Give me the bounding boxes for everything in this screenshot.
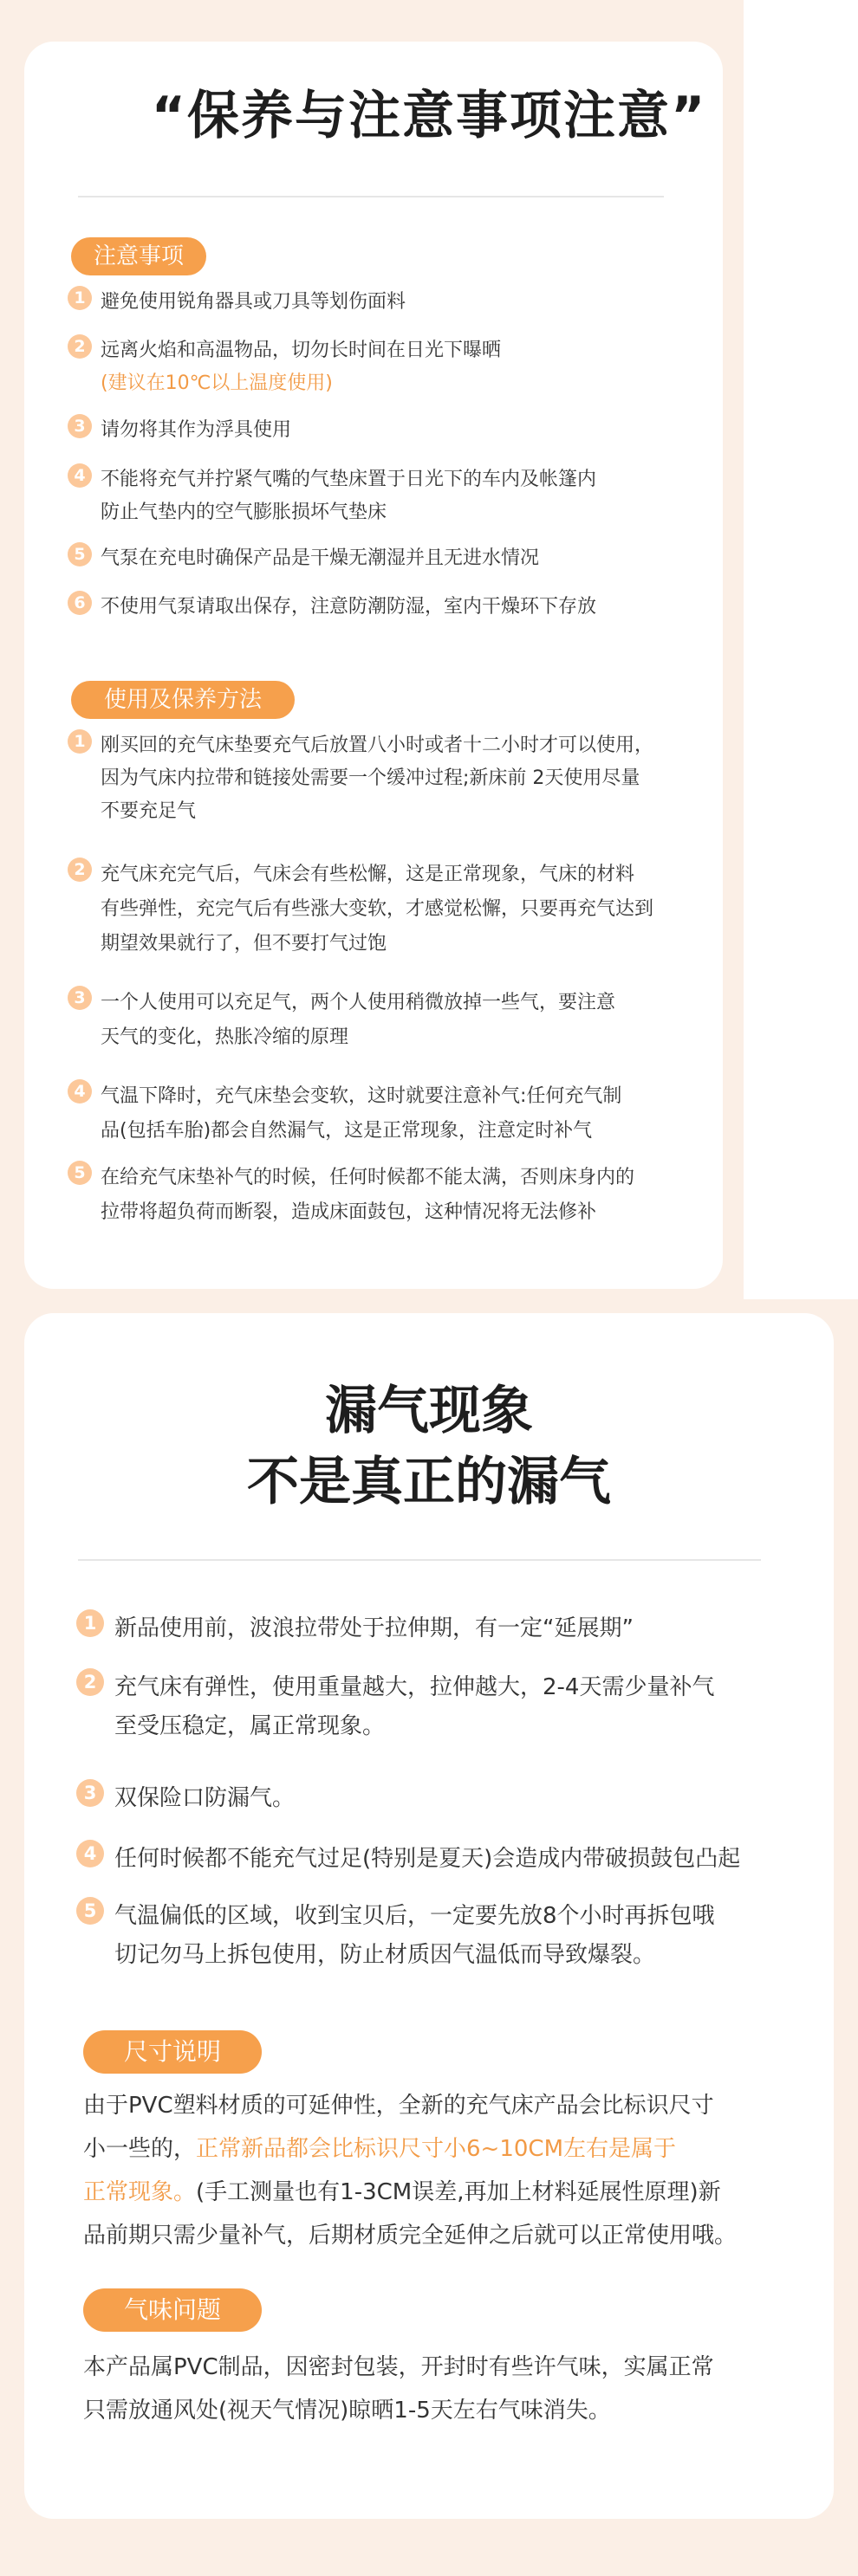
- number-badge: 1: [68, 286, 92, 310]
- leak-item: [76, 1779, 295, 1818]
- care-item: [68, 986, 615, 1055]
- notice-item-text: 不使用气泵请取出保存，注意防潮防湿，室内干燥环下存放: [101, 596, 597, 618]
- notice-item-note: (建议在10℃以上温度使用): [101, 372, 333, 394]
- care-item-text: 品(包括车胎)都会自然漏气，这是正常现象，注意定时补气: [101, 1120, 593, 1142]
- care-item-text: 在给充气床垫补气的时候，任何时候都不能太满，否则床身内的: [101, 1167, 635, 1188]
- air-leak-title: [0, 1375, 858, 1518]
- care-title: “保养与注意事项注意”: [151, 86, 707, 146]
- size-text-line: 品前期只需少量补气，后期材质完全延伸之后就可以正常使用哦。: [83, 2223, 738, 2249]
- size-text-plain: (手工测量也有1-3CM误差,再加上材料延展性原理)新: [196, 2179, 721, 2205]
- care-item-text: 期望效果就行了，但不要打气过饱: [101, 933, 387, 955]
- notice-item-text: 请勿将其作为浮具使用: [101, 419, 292, 441]
- size-text-line: [83, 2171, 777, 2214]
- number-badge: 2: [68, 334, 92, 359]
- number-badge: 4: [76, 1840, 104, 1867]
- care-item-text: 一个人使用可以充足气，两个人使用稍微放掉一些气，要注意: [101, 992, 616, 1013]
- number-badge: 3: [76, 1779, 104, 1807]
- leak-item-text: 切记勿马上拆包使用，防止材质因气温低而导致爆裂。: [114, 1942, 656, 1968]
- notice-item-text: 防止气垫内的空气膨胀损坏气垫床: [101, 502, 387, 523]
- size-section-label: 尺寸说明: [83, 2030, 262, 2074]
- leak-item-text: 双保险口防漏气。: [114, 1785, 296, 1811]
- notice-item: [68, 286, 406, 319]
- leak-item: [76, 1840, 740, 1879]
- leak-item-text: 充气床有弹性，使用重量越大，拉伸越大，2-4天需少量补气: [114, 1674, 715, 1700]
- notice-item-text: 远离火焰和高温物品，切勿长时间在日光下曝晒: [101, 340, 502, 361]
- number-badge: 4: [68, 1079, 92, 1104]
- number-badge: 3: [68, 414, 92, 438]
- size-description: [83, 2084, 777, 2257]
- title-divider: [78, 1559, 761, 1561]
- number-badge: 5: [76, 1897, 104, 1925]
- air-leak-title-line: 漏气现象: [325, 1381, 533, 1441]
- number-badge: 1: [76, 1609, 104, 1637]
- number-badge: 5: [68, 1161, 92, 1185]
- leak-item-text: 新品使用前，波浪拉带处于拉伸期，有一定“延展期”: [114, 1615, 634, 1641]
- leak-item: [76, 1897, 715, 1975]
- number-badge: 5: [68, 542, 92, 566]
- leak-item-text: 任何时候都不能充气过足(特别是夏天)会造成内带破损鼓包凸起: [114, 1846, 741, 1872]
- leak-item-text: 至受压稳定，属正常现象。: [114, 1713, 386, 1739]
- care-item-text: 充气床充完气后，气床会有些松懈，这是正常现象，气床的材料: [101, 864, 635, 885]
- number-badge: 4: [68, 463, 92, 488]
- smell-section-label: 气味问题: [83, 2288, 262, 2332]
- leak-item-text: 气温偏低的区域，收到宝贝后，一定要先放8个小时再拆包哦: [114, 1903, 715, 1929]
- number-badge: 6: [68, 591, 92, 615]
- title-divider: [78, 196, 664, 197]
- number-badge: 1: [68, 729, 92, 754]
- size-text-line: 由于PVC塑料材质的可延伸性，全新的充气床产品会比标识尺寸: [83, 2093, 714, 2119]
- notice-item: [68, 334, 501, 400]
- care-item: [68, 858, 653, 961]
- leak-item: [76, 1609, 634, 1648]
- care-item-text: 刚买回的充气床垫要充气后放置八小时或者十二小时才可以使用，: [101, 735, 654, 756]
- number-badge: 3: [68, 986, 92, 1010]
- care-item-text: 因为气床内拉带和链接处需要一个缓冲过程;新床前 2天使用尽量: [101, 767, 640, 789]
- notice-item: [68, 414, 291, 447]
- care-method-section-label: 使用及保养方法: [71, 681, 295, 719]
- care-item-text: 不要充足气: [101, 800, 197, 822]
- notice-item: [68, 591, 596, 624]
- size-text-highlight: 正常新品都会比标识尺寸小6~10CM左右是属于: [196, 2136, 677, 2162]
- leak-item: [76, 1668, 714, 1746]
- care-item-text: 气温下降时，充气床垫会变软，这时就要注意补气:任何充气制: [101, 1085, 622, 1107]
- size-text-line: [83, 2127, 777, 2171]
- air-leak-title-line: 不是真正的漏气: [247, 1452, 611, 1512]
- notice-item-text: 避免使用锐角器具或刀具等划伤面料: [101, 291, 406, 313]
- smell-description: [83, 2346, 777, 2432]
- number-badge: 2: [68, 858, 92, 882]
- number-badge: 2: [76, 1668, 104, 1696]
- smell-text-line: 只需放通风处(视天气情况)晾晒1-5天左右气味消失。: [83, 2398, 611, 2424]
- care-item: [68, 729, 653, 828]
- notice-item-text: 不能将充气并拧紧气嘴的气垫床置于日光下的车内及帐篷内: [101, 469, 597, 490]
- care-item: [68, 1079, 621, 1149]
- size-text-plain: 小一些的，: [83, 2136, 197, 2162]
- care-item-text: 天气的变化，热胀冷缩的原理: [101, 1026, 349, 1048]
- care-item-text: 有些弹性，充完气后有些涨大变软，才感觉松懈，只要再充气达到: [101, 898, 654, 920]
- care-item-text: 拉带将超负荷而断裂，造成床面鼓包，这种情况将无法修补: [101, 1201, 597, 1223]
- notice-section-label: 注意事项: [71, 237, 206, 275]
- care-item: [68, 1161, 634, 1230]
- size-text-highlight: 正常现象。: [83, 2179, 197, 2205]
- smell-text-line: 本产品属PVC制品，因密封包装，开封时有些许气味，实属正常: [83, 2354, 714, 2380]
- notice-item-text: 气泵在充电时确保产品是干燥无潮湿并且无进水情况: [101, 547, 540, 569]
- notice-item: [68, 463, 596, 529]
- notice-item: [68, 542, 539, 575]
